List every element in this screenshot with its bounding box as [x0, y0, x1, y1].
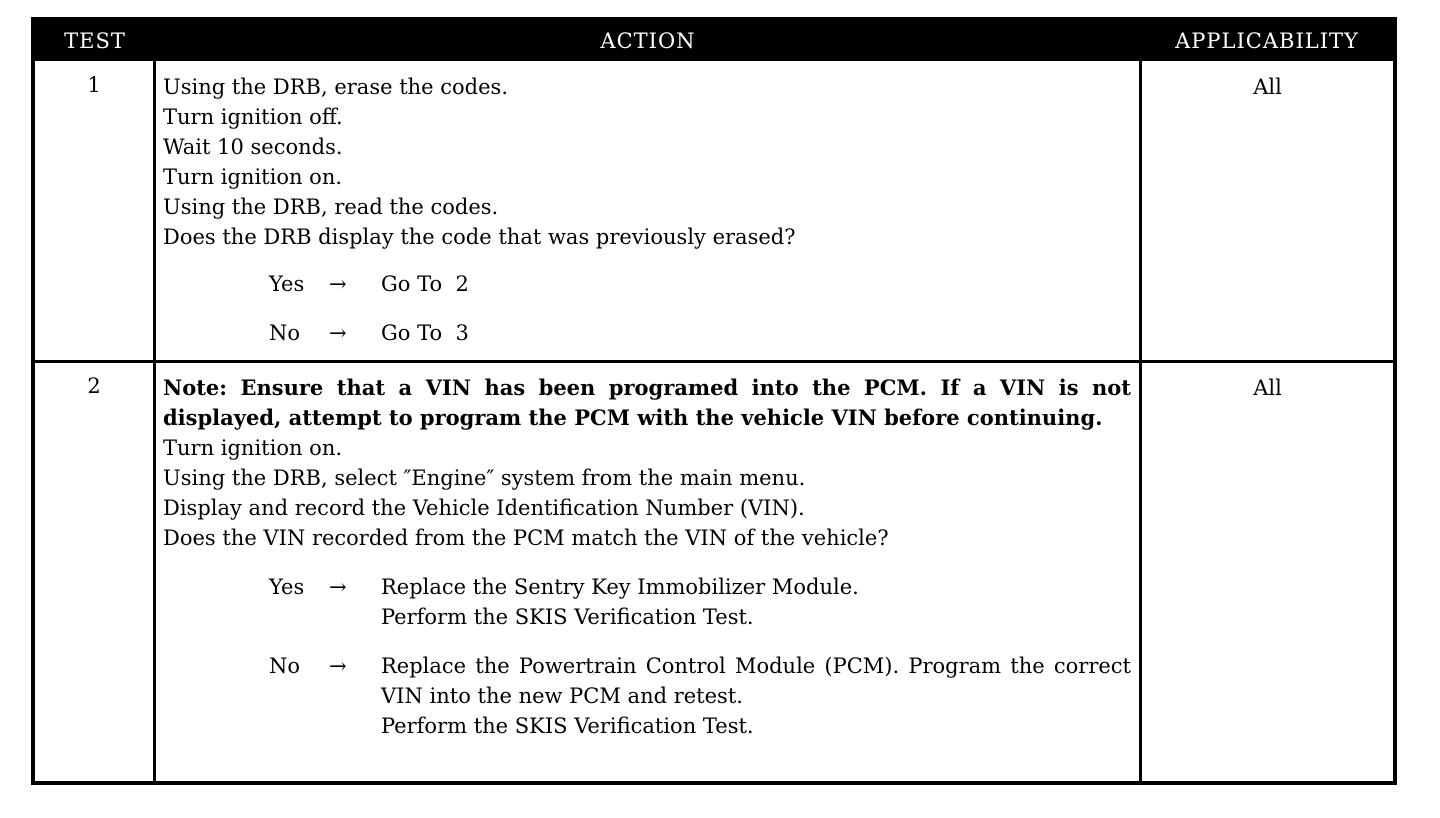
- action-step: Turn ignition off.: [163, 105, 343, 129]
- yes-result-line: Perform the SKIS Verification Test.: [381, 605, 754, 629]
- header-action: ACTION: [600, 29, 696, 53]
- yes-label: Yes: [269, 272, 305, 296]
- yes-branch: [269, 269, 1131, 299]
- test-number: 2: [87, 374, 101, 398]
- right-arrow-icon: →: [329, 321, 347, 345]
- row-divider: [35, 360, 1393, 363]
- no-result-text: Replace the Powertrain Control Module (PCM). Program the correct VIN into the new PCM and retest.: [381, 654, 1131, 708]
- right-arrow-icon: →: [329, 575, 347, 599]
- action-step: Using the DRB, select ″Engine″ system from the main menu.: [163, 466, 806, 490]
- applicability-value: All: [1253, 376, 1282, 400]
- no-branch: [269, 651, 1131, 741]
- no-label: No: [269, 321, 301, 345]
- action-step: Turn ignition on.: [163, 436, 343, 460]
- no-result: [381, 651, 1131, 741]
- diagnostic-table: [31, 17, 1397, 785]
- test-number: 1: [87, 73, 101, 97]
- right-arrow-icon: →: [329, 272, 347, 296]
- note-text: Note: Ensure that a VIN has been programed into the PCM. If a VIN is not displayed, attempt to program the PCM with the vehicle VIN before continuing.: [163, 375, 1131, 430]
- no-result: Go To 3: [381, 321, 469, 345]
- yes-label: Yes: [269, 575, 305, 599]
- action-question: Does the VIN recorded from the PCM match the VIN of the vehicle?: [163, 526, 889, 550]
- yes-result: Go To 2: [381, 272, 469, 296]
- action-step: Using the DRB, erase the codes.: [163, 75, 508, 99]
- no-label: No: [269, 654, 301, 678]
- yes-branch: [269, 572, 1131, 632]
- column-divider: [153, 61, 156, 781]
- action-step: Turn ignition on.: [163, 165, 343, 189]
- table-header: [35, 21, 1393, 61]
- applicability-value: All: [1253, 75, 1282, 99]
- header-applicability: APPLICABILITY: [1175, 29, 1359, 53]
- column-divider: [1139, 61, 1142, 781]
- action-step: Display and record the Vehicle Identification Number (VIN).: [163, 496, 805, 520]
- action-step: Wait 10 seconds.: [163, 135, 343, 159]
- no-branch: [269, 318, 1131, 348]
- yes-result: [381, 572, 1131, 632]
- right-arrow-icon: →: [329, 654, 347, 678]
- action-cell: [163, 72, 1131, 348]
- header-test: TEST: [64, 29, 126, 53]
- action-cell: [163, 373, 1131, 741]
- action-question: Does the DRB display the code that was previously erased?: [163, 225, 796, 249]
- action-step: Using the DRB, read the codes.: [163, 195, 499, 219]
- yes-result-line: Replace the Sentry Key Immobilizer Module.: [381, 575, 859, 599]
- no-result-line: Perform the SKIS Verification Test.: [381, 714, 754, 738]
